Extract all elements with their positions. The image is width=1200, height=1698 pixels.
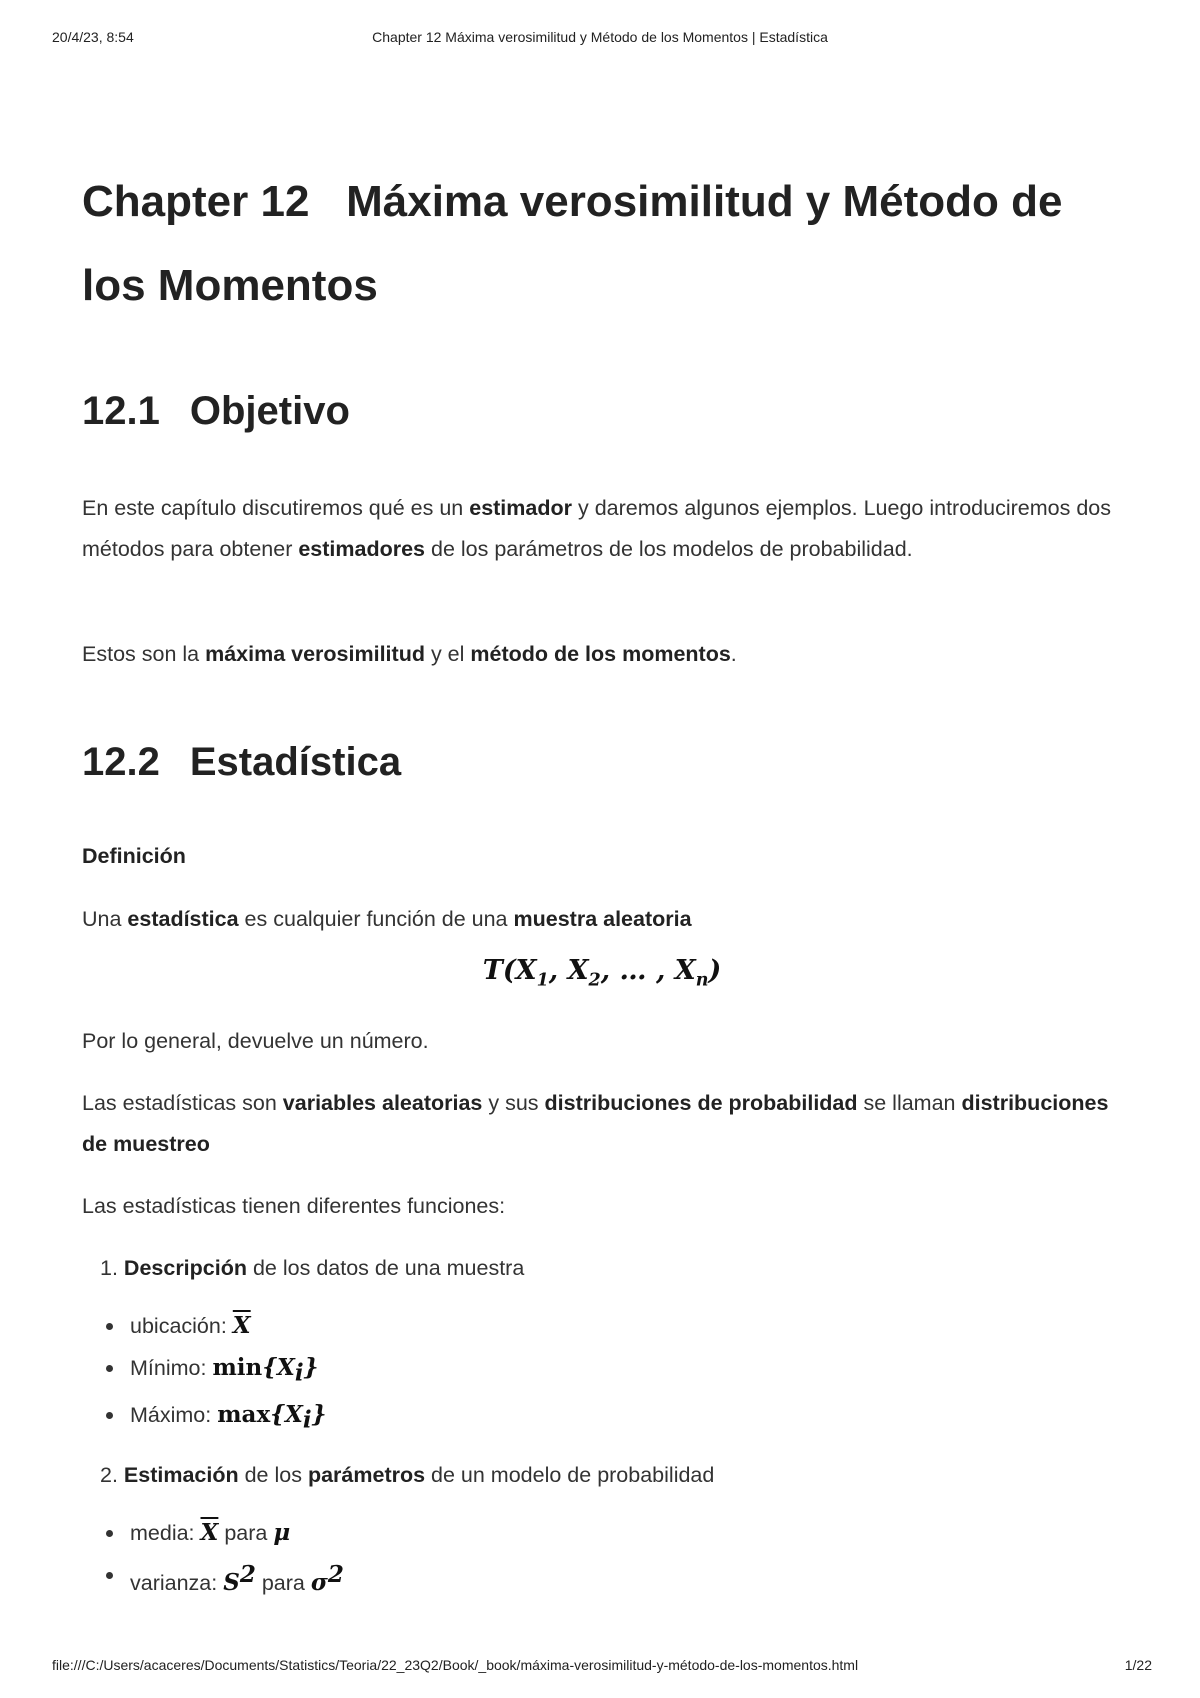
bold-term: máxima verosimilitud	[205, 642, 425, 666]
math-sigma-squared: σ	[310, 1569, 328, 1597]
list-item: Máximo: $\max\{X_i\}$	[82, 1394, 326, 1441]
bold-term: estimador	[469, 496, 572, 520]
section-heading-estadistica	[82, 737, 401, 787]
statistic-formula: $T(X_1$, $X_2$, … , $X_n$)	[482, 955, 722, 991]
section-title: Objetivo	[189, 389, 350, 433]
section-heading-objetivo	[82, 386, 350, 436]
math-mu: μ	[273, 1519, 291, 1546]
math-xbar: $\overline{X}$	[232, 1312, 251, 1339]
objective-paragraph: En este capítulo discutiremos qué es un estimador y daremos algunos ejemplos. Luego introduciremos dos métodos para obtener estimadores de los parámetros de los modelos de probabilidad.	[82, 496, 1111, 561]
bullet-icon	[106, 1365, 113, 1372]
bold-term: parámetros	[307, 1463, 426, 1487]
print-header-datetime: 20/4/23, 8:54	[52, 29, 134, 45]
bold-term: Descripción	[123, 1256, 247, 1280]
chapter-title	[82, 160, 1122, 328]
section-title: Estadística	[189, 740, 402, 784]
print-footer-path: file:///C:/Users/acaceres/Documents/Statistics/Teoria/22_23Q2/Book/_book/máxima-verosimilitud-y-método-de-los-momentos.html	[52, 1657, 859, 1673]
bullet-icon	[106, 1572, 113, 1579]
bold-term: método de los momentos	[470, 642, 731, 666]
bullet-icon	[106, 1412, 113, 1419]
list-item: ubicación: $\overline{X}$	[82, 1305, 326, 1347]
math-s-squared: S	[223, 1569, 240, 1597]
definition-label: Definición	[82, 844, 186, 868]
bold-term: muestra aleatoria	[513, 907, 692, 931]
description-bullet-list	[82, 1305, 326, 1442]
bold-term: estimadores	[298, 537, 426, 561]
sampling-distribution-paragraph: Las estadísticas son variables aleatorias y sus distribuciones de probabilidad se llaman distribuciones de muestreo	[82, 1091, 1109, 1156]
print-header-title: Chapter 12 Máxima verosimilitud y Método de los Momentos | Estadística	[372, 29, 828, 45]
chapter-label: Chapter 12	[82, 177, 310, 226]
definition-paragraph: Una estadística es cualquier función de una muestra aleatoria	[82, 907, 692, 931]
estimation-bullet-list	[82, 1512, 344, 1604]
bullet-icon	[106, 1530, 113, 1537]
bold-term: distribuciones de probabilidad	[544, 1091, 858, 1115]
print-footer-page-number: 1/22	[1124, 1657, 1152, 1673]
ordered-item-description: 1. Descripción de los datos de una muestra	[100, 1256, 525, 1280]
bold-term: estadística	[127, 907, 239, 931]
list-item: varianza: $S^2$ para $\sigma^2$	[82, 1554, 344, 1604]
chapter-title-text: Máxima verosimilitud y Método de los Momentos	[82, 177, 1063, 310]
ordered-item-estimation: 2. Estimación de los parámetros de un modelo de probabilidad	[100, 1463, 715, 1487]
section-number: 12.1	[82, 389, 160, 433]
functions-paragraph: Las estadísticas tienen diferentes funciones:	[82, 1194, 506, 1218]
bold-term: Estimación	[123, 1463, 239, 1487]
returns-number-paragraph: Por lo general, devuelve un número.	[82, 1029, 429, 1053]
list-item: media: $\overline{X}$ para μ	[82, 1512, 344, 1554]
bullet-icon	[106, 1323, 113, 1330]
bold-term: distribuciones de muestreo	[82, 1091, 1109, 1156]
section-number: 12.2	[82, 740, 160, 784]
bold-term: variables aleatorias	[282, 1091, 483, 1115]
math-xbar: $\overline{X}$	[200, 1519, 219, 1546]
list-item: Mínimo: $\min\{X_i\}$	[82, 1347, 326, 1394]
methods-paragraph: Estos son la máxima verosimilitud y el método de los momentos.	[82, 642, 737, 666]
